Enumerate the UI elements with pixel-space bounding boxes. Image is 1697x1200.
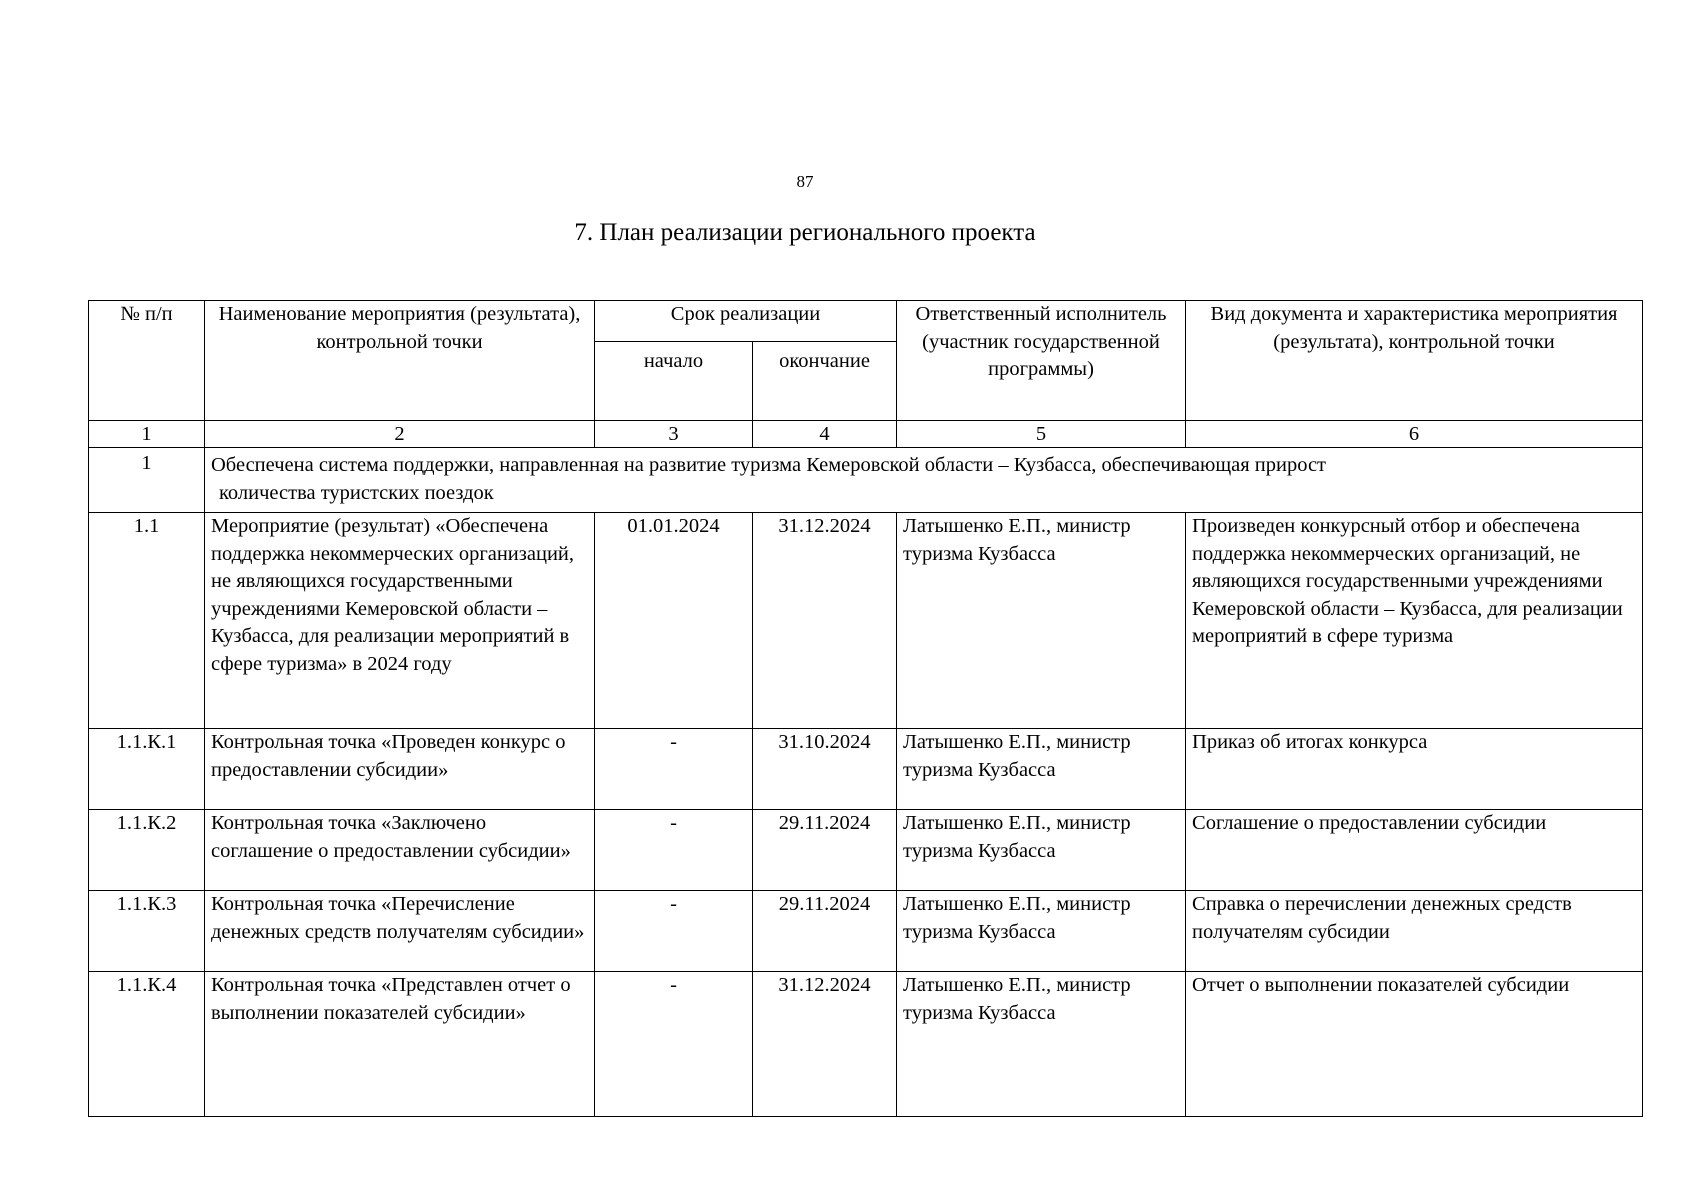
row-end: 31.12.2024 (753, 513, 897, 729)
column-number-row (89, 421, 1643, 448)
page-title: 7. План реализации регионального проекта (574, 219, 1036, 246)
table-row (89, 729, 1643, 810)
table-row (89, 891, 1643, 972)
row-num: 1.1.К.2 (89, 810, 205, 891)
row-responsible: Латышенко Е.П., министр туризма Кузбасса (897, 729, 1186, 810)
group-num: 1 (89, 448, 205, 513)
column-number: 6 (1186, 421, 1643, 448)
header-end: окончание (753, 342, 897, 421)
group-row (89, 448, 1643, 513)
row-start: - (595, 729, 753, 810)
page-number: 87 (796, 172, 814, 191)
header-responsible: Ответственный исполнитель (участник государственной программы) (897, 301, 1186, 421)
row-end: 29.11.2024 (753, 891, 897, 972)
column-number: 3 (595, 421, 753, 448)
row-start: - (595, 810, 753, 891)
group-title-line: Обеспечена система поддержки, направленная на развитие туризма Кемеровской области – Кузбасса, обеспечивающая прирост (211, 454, 1327, 476)
header-name: Наименование мероприятия (результата), контрольной точки (205, 301, 595, 421)
column-number: 5 (897, 421, 1186, 448)
column-number: 1 (89, 421, 205, 448)
row-document: Справка о перечислении денежных средств получателям субсидии (1186, 891, 1643, 972)
row-document: Приказ об итогах конкурса (1186, 729, 1643, 810)
row-name: Контрольная точка «Заключено соглашение о предоставлении субсидии» (205, 810, 595, 891)
implementation-plan-table (88, 300, 1643, 1117)
row-end: 31.10.2024 (753, 729, 897, 810)
row-start: 01.01.2024 (595, 513, 753, 729)
header-num: № п/п (89, 301, 205, 421)
row-num: 1.1.К.4 (89, 972, 205, 1117)
row-name: Контрольная точка «Проведен конкурс о предоставлении субсидии» (205, 729, 595, 810)
row-end: 31.12.2024 (753, 972, 897, 1117)
row-responsible: Латышенко Е.П., министр туризма Кузбасса (897, 513, 1186, 729)
column-number: 2 (205, 421, 595, 448)
row-responsible: Латышенко Е.П., министр туризма Кузбасса (897, 891, 1186, 972)
header-document: Вид документа и характеристика мероприятия (результата), контрольной точки (1186, 301, 1643, 421)
row-start: - (595, 891, 753, 972)
header-start: начало (595, 342, 753, 421)
table-row (89, 513, 1643, 729)
table-row (89, 972, 1643, 1117)
row-name: Контрольная точка «Перечисление денежных средств получателям субсидии» (205, 891, 595, 972)
row-num: 1.1.К.3 (89, 891, 205, 972)
column-number: 4 (753, 421, 897, 448)
row-document: Произведен конкурсный отбор и обеспечена поддержка некоммерческих организаций, не являющихся государственными учреждениями Кемеровской области – Кузбасса, для реализации мероприятий в сфере туризма (1186, 513, 1643, 729)
row-document: Соглашение о предоставлении субсидии (1186, 810, 1643, 891)
group-title-line: количества туристских поездок (219, 481, 494, 504)
header-period: Срок реализации (595, 301, 897, 342)
row-document: Отчет о выполнении показателей субсидии (1186, 972, 1643, 1117)
row-name: Контрольная точка «Представлен отчет о выполнении показателей субсидии» (205, 972, 595, 1117)
row-num: 1.1.К.1 (89, 729, 205, 810)
row-start: - (595, 972, 753, 1117)
row-end: 29.11.2024 (753, 810, 897, 891)
table-row (89, 810, 1643, 891)
row-num: 1.1 (89, 513, 205, 729)
row-responsible: Латышенко Е.П., министр туризма Кузбасса (897, 972, 1186, 1117)
row-name: Мероприятие (результат) «Обеспечена поддержка некоммерческих организаций, не являющихся государственными учреждениями Кемеровской области – Кузбасса, для реализации мероприятий в сфере туризма» в 2024 году (205, 513, 595, 729)
row-responsible: Латышенко Е.П., министр туризма Кузбасса (897, 810, 1186, 891)
group-title (205, 448, 1643, 513)
header-row (89, 301, 1643, 342)
